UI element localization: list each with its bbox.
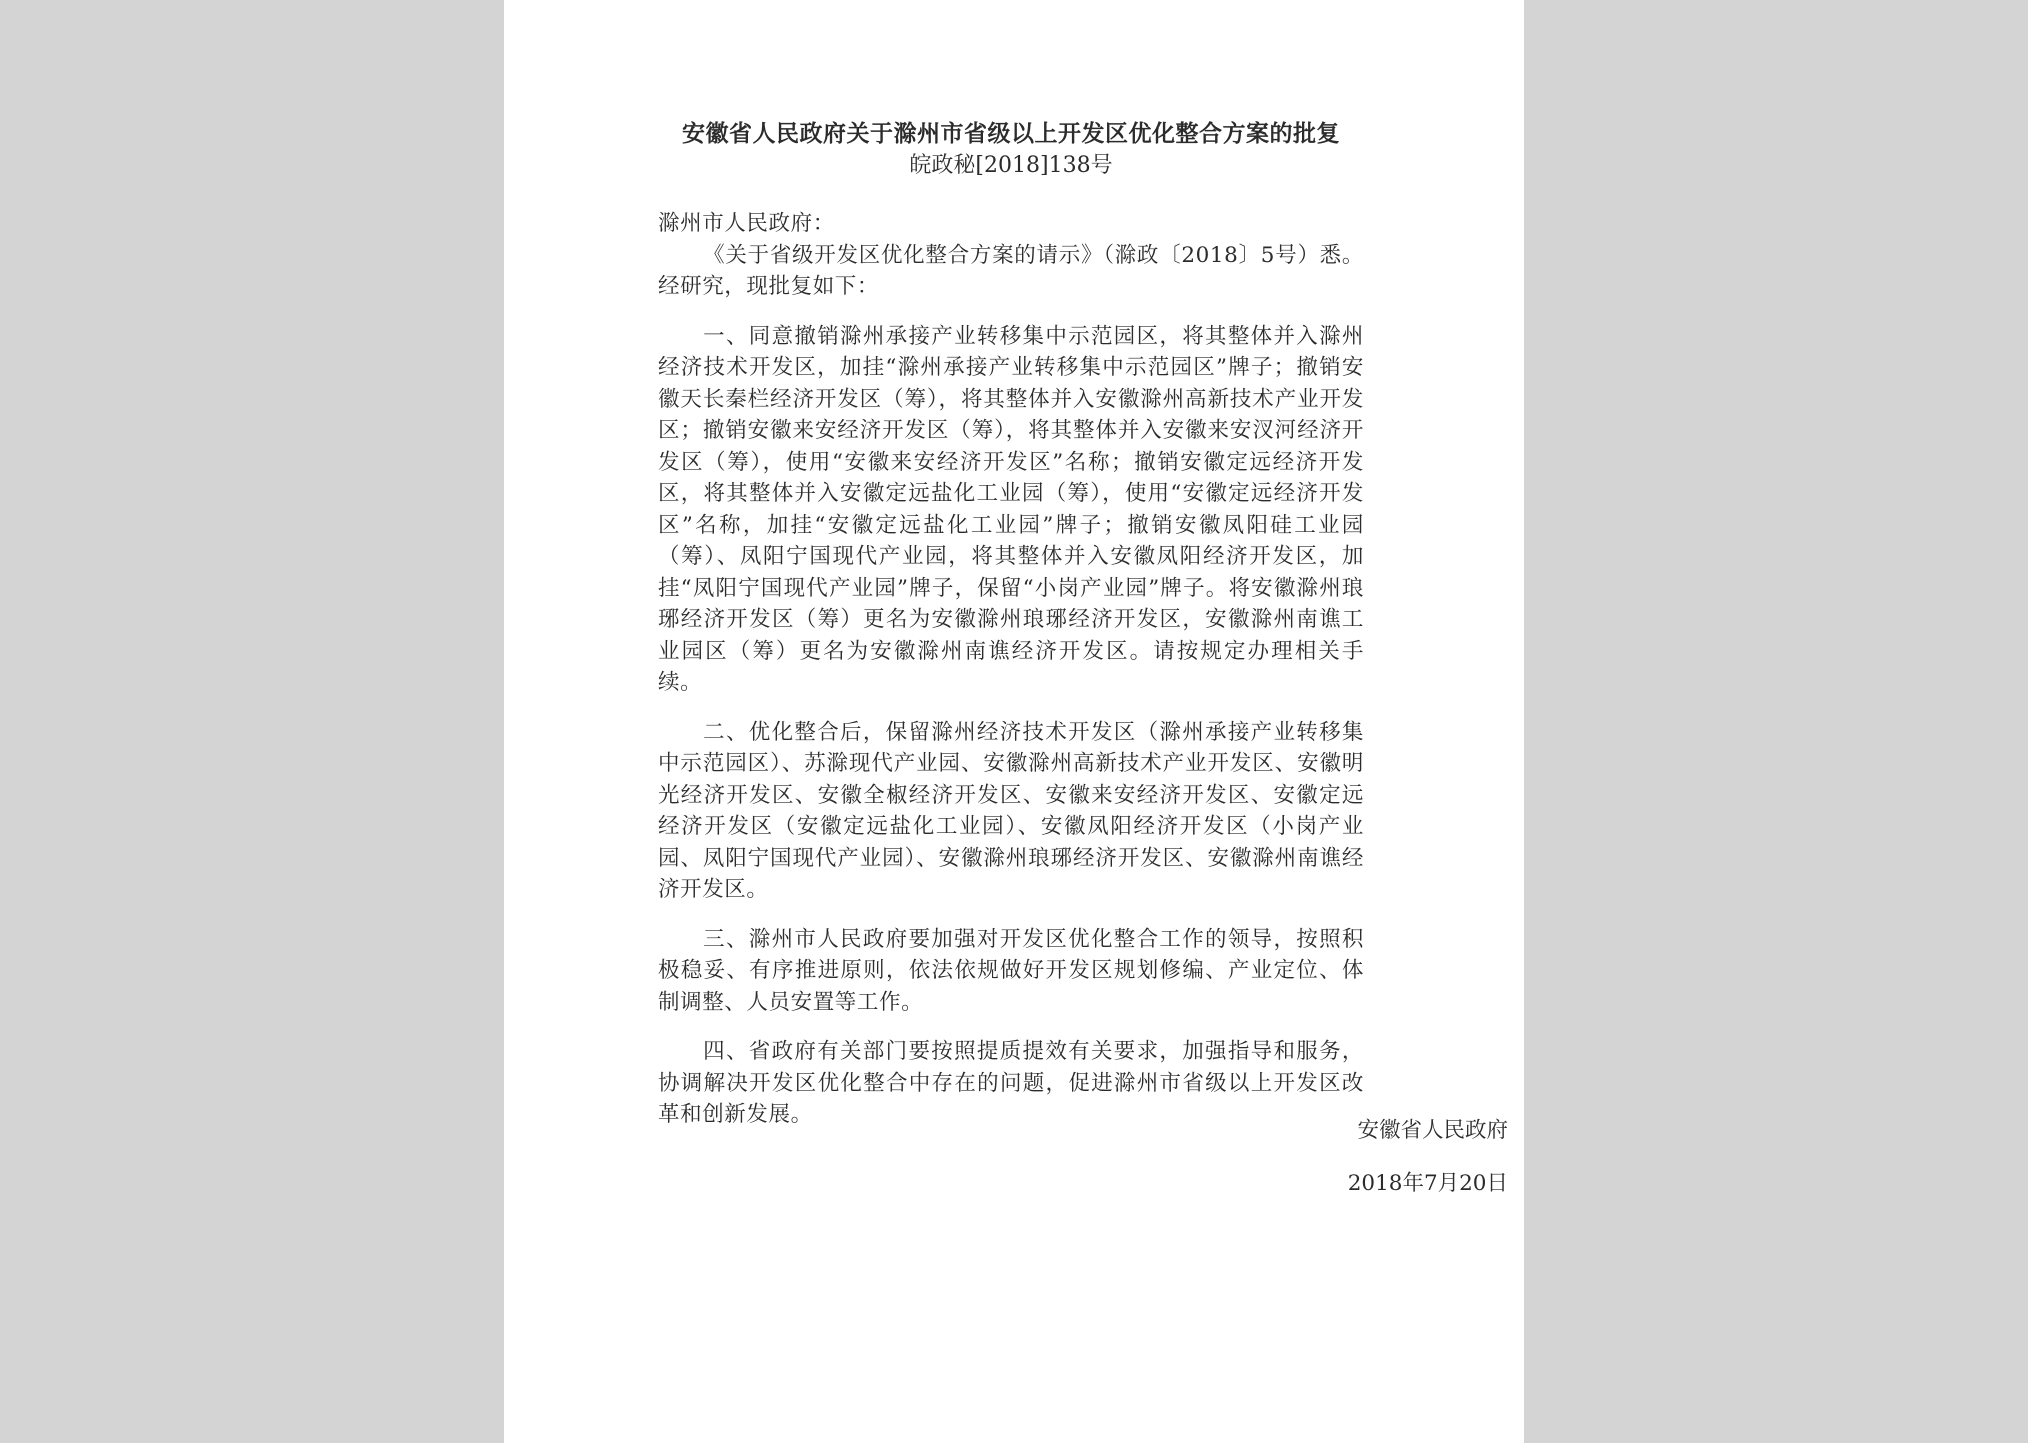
paragraph-4: 四、省政府有关部门要按照提质提效有关要求，加强指导和服务，协调解决开发区优化整合中存在的问题，促进滁州市省级以上开发区改革和创新发展。 <box>658 1039 1364 1127</box>
intro-paragraph: 《关于省级开发区优化整合方案的请示》（滁政〔2018〕5号）悉。经研究，现批复如下： <box>658 242 1364 299</box>
document-title: 安徽省人民政府关于滁州市省级以上开发区优化整合方案的批复 <box>682 120 1340 147</box>
paragraph-2: 二、优化整合后，保留滁州经济技术开发区（滁州承接产业转移集中示范园区）、苏滁现代产业园、安徽滁州高新技术产业开发区、安徽明光经济开发区、安徽全椒经济开发区、安徽来安经济开发区、安徽定远经济开发区（安徽定远盐化工业园）、安徽凤阳经济开发区（小岗产业园、凤阳宁国现代产业园）、安徽滁州琅琊经济开发区、安徽滁州南谯经济开发区。 <box>658 719 1364 902</box>
paragraph-3: 三、滁州市人民政府要加强对开发区优化整合工作的领导，按照积极稳妥、有序推进原则，依法依规做好开发区规划修编、产业定位、体制调整、人员安置等工作。 <box>658 926 1364 1015</box>
document-body <box>658 118 1364 1131</box>
signature-date: 2018年7月20日 <box>1347 1171 1508 1196</box>
addressee: 滁州市人民政府： <box>658 211 835 236</box>
signature-organization: 安徽省人民政府 <box>1357 1118 1508 1143</box>
document-number: 皖政秘[2018]138号 <box>909 153 1113 178</box>
document-page <box>504 0 1524 1443</box>
paragraph-1: 一、同意撤销滁州承接产业转移集中示范园区，将其整体并入滁州经济技术开发区，加挂“滁州承接产业转移集中示范园区”牌子；撤销安徽天长秦栏经济开发区（筹），将其整体并入安徽滁州高新技术产业开发区；撤销安徽来安经济开发区（筹），将其整体并入安徽来安汊河经济开发区（筹），使用“安徽来安经济开发区”名称；撤销安徽定远经济开发区，将其整体并入安徽定远盐化工业园（筹），使用“安徽定远经济开发区”名称，加挂“安徽定远盐化工业园”牌子；撤销安徽凤阳硅工业园（筹）、凤阳宁国现代产业园，将其整体并入安徽凤阳经济开发区，加挂“凤阳宁国现代产业园”牌子，保留“小岗产业园”牌子。将安徽滁州琅琊经济开发区（筹）更名为安徽滁州琅琊经济开发区，安徽滁州南谯工业园区（筹）更名为安徽滁州南谯经济开发区。请按规定办理相关手续。 <box>658 323 1364 695</box>
